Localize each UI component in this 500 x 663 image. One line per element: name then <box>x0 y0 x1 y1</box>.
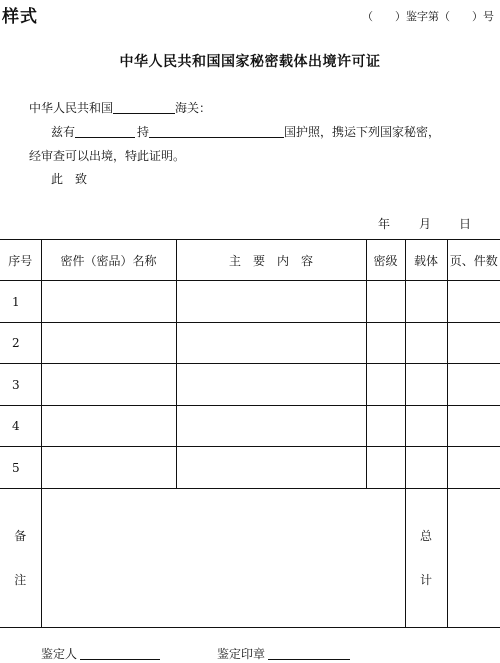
classification-cell[interactable] <box>366 406 405 447</box>
appraiser-blank[interactable] <box>80 647 160 660</box>
classification-cell[interactable] <box>366 323 405 364</box>
table-row <box>0 364 500 406</box>
closing-text: 此 致 <box>51 172 88 186</box>
carrier-cell[interactable] <box>405 447 447 489</box>
carrier-cell[interactable] <box>405 364 447 406</box>
table-row <box>0 406 500 447</box>
addressee-line <box>29 101 211 115</box>
bearer-suffix: 国护照，携运下列国家秘密， <box>284 125 441 139</box>
table-header-row <box>0 240 500 281</box>
item-name-cell[interactable] <box>41 323 176 364</box>
passport-country-blank[interactable] <box>149 125 284 138</box>
total-label: 总 计 <box>405 489 447 628</box>
page-count-cell[interactable] <box>447 323 500 364</box>
row-number: 4 <box>0 406 41 447</box>
carrier-table <box>0 239 500 628</box>
page-count-cell[interactable] <box>447 406 500 447</box>
row-number: 1 <box>0 281 41 323</box>
carrier-cell[interactable] <box>405 281 447 323</box>
column-header: 页、件数 <box>447 240 500 281</box>
item-name-cell[interactable] <box>41 447 176 489</box>
main-content-cell[interactable] <box>176 323 366 364</box>
table-row <box>0 323 500 364</box>
total-field[interactable] <box>447 489 500 628</box>
main-content-cell[interactable] <box>176 406 366 447</box>
bearer-name-blank[interactable] <box>75 125 135 138</box>
certification-line: 经审查可以出境，特此证明。 <box>29 149 186 163</box>
addressee-suffix: 海关： <box>175 101 212 115</box>
column-header: 载体 <box>405 240 447 281</box>
sample-label: 样式 <box>2 7 38 27</box>
addressee-prefix: 中华人民共和国 <box>29 101 114 115</box>
table-row <box>0 281 500 323</box>
page-title: 中华人民共和国国家秘密载体出境许可证 <box>119 54 381 70</box>
date-year-label: 年 <box>378 217 391 231</box>
column-header: 主 要 内 容 <box>176 240 366 281</box>
remarks-label: 备 注 <box>0 489 41 628</box>
column-header: 序号 <box>0 240 41 281</box>
item-name-cell[interactable] <box>41 281 176 323</box>
seal-blank[interactable] <box>268 647 350 660</box>
carrier-cell[interactable] <box>405 323 447 364</box>
customs-name-blank[interactable] <box>113 101 175 114</box>
main-content-cell[interactable] <box>176 364 366 406</box>
bearer-prefix: 兹有 <box>51 125 76 139</box>
column-header: 密级 <box>366 240 405 281</box>
remarks-field[interactable] <box>41 489 405 628</box>
row-number: 2 <box>0 323 41 364</box>
document-number: （ ）鉴字第（ ）号 <box>362 10 494 23</box>
carrier-cell[interactable] <box>405 406 447 447</box>
table-row <box>0 447 500 489</box>
date-day-label: 日 <box>459 217 472 231</box>
seal-line <box>217 645 350 662</box>
seal-label: 鉴定印章 <box>217 647 266 661</box>
date-month-label: 月 <box>419 217 432 231</box>
classification-cell[interactable] <box>366 281 405 323</box>
page-count-cell[interactable] <box>447 281 500 323</box>
appraiser-line <box>41 645 160 662</box>
item-name-cell[interactable] <box>41 364 176 406</box>
main-content-cell[interactable] <box>176 447 366 489</box>
classification-cell[interactable] <box>366 447 405 489</box>
bearer-line <box>51 125 440 139</box>
column-header: 密件（密品）名称 <box>41 240 176 281</box>
row-number: 5 <box>0 447 41 489</box>
bearer-middle: 持 <box>137 125 150 139</box>
main-content-cell[interactable] <box>176 281 366 323</box>
remarks-row <box>0 489 500 628</box>
page-count-cell[interactable] <box>447 364 500 406</box>
row-number: 3 <box>0 364 41 406</box>
classification-cell[interactable] <box>366 364 405 406</box>
appraiser-label: 鉴定人 <box>41 647 78 661</box>
item-name-cell[interactable] <box>41 406 176 447</box>
page-count-cell[interactable] <box>447 447 500 489</box>
